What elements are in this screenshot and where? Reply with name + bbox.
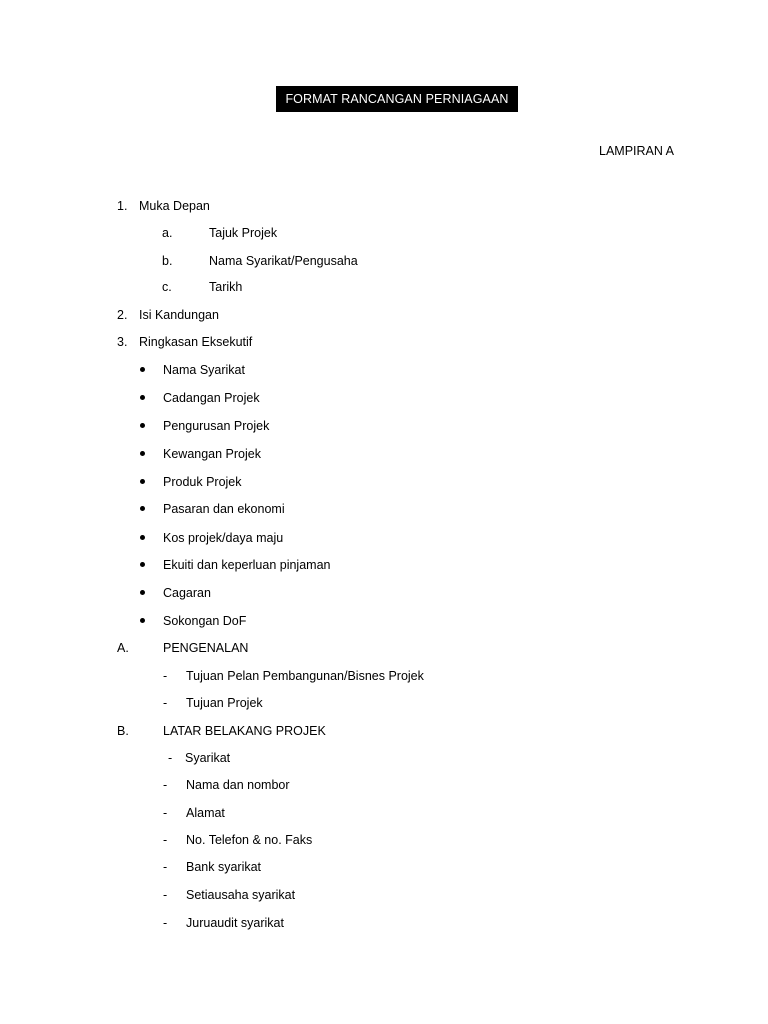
summary-item-pengurusan-projek: Pengurusan Projek bbox=[163, 419, 270, 433]
background-item-bank: Bank syarikat bbox=[186, 860, 262, 874]
section-1-item-a-marker: a. bbox=[162, 226, 173, 240]
bullet-icon bbox=[140, 479, 145, 484]
background-item-nama-nombor: Nama dan nombor bbox=[186, 778, 290, 792]
section-a-heading: PENGENALAN bbox=[163, 641, 249, 655]
intro-item-tujuan-projek: Tujuan Projek bbox=[186, 696, 263, 710]
bullet-icon bbox=[140, 367, 145, 372]
summary-item-cagaran: Cagaran bbox=[163, 586, 211, 600]
section-2-number: 2. bbox=[117, 308, 128, 322]
summary-item-sokongan-dof: Sokongan DoF bbox=[163, 614, 247, 628]
bullet-icon bbox=[140, 618, 145, 623]
section-a-letter: A. bbox=[117, 641, 129, 655]
bullet-icon bbox=[140, 423, 145, 428]
section-1-item-b-marker: b. bbox=[162, 254, 173, 268]
bullet-icon bbox=[140, 451, 145, 456]
section-1-item-b-text: Nama Syarikat/Pengusaha bbox=[209, 254, 358, 268]
section-3-label: Ringkasan Eksekutif bbox=[139, 335, 253, 349]
summary-item-produk-projek: Produk Projek bbox=[163, 475, 242, 489]
summary-item-ekuiti-pinjaman: Ekuiti dan keperluan pinjaman bbox=[163, 558, 331, 572]
summary-item-pasaran-ekonomi: Pasaran dan ekonomi bbox=[163, 502, 285, 516]
section-1-item-c-marker: c. bbox=[162, 280, 172, 294]
dash-marker: - bbox=[163, 888, 168, 902]
bullet-icon bbox=[140, 590, 145, 595]
bullet-icon bbox=[140, 535, 145, 540]
summary-item-cadangan-projek: Cadangan Projek bbox=[163, 391, 260, 405]
background-item-setiausaha: Setiausaha syarikat bbox=[186, 888, 296, 902]
bullet-icon bbox=[140, 506, 145, 511]
section-2-label: Isi Kandungan bbox=[139, 308, 219, 322]
section-1-label: Muka Depan bbox=[139, 199, 210, 213]
summary-item-kewangan-projek: Kewangan Projek bbox=[163, 447, 261, 461]
appendix-label: LAMPIRAN A bbox=[599, 144, 675, 158]
dash-marker: - bbox=[163, 860, 168, 874]
section-1-item-c-text: Tarikh bbox=[209, 280, 243, 294]
dash-marker: - bbox=[163, 833, 168, 847]
document-title: FORMAT RANCANGAN PERNIAGAAN bbox=[276, 86, 518, 112]
dash-marker: - bbox=[163, 669, 168, 683]
background-item-juruaudit: Juruaudit syarikat bbox=[186, 916, 284, 930]
section-3-number: 3. bbox=[117, 335, 128, 349]
summary-item-nama-syarikat: Nama Syarikat bbox=[163, 363, 245, 377]
dash-marker: - bbox=[163, 778, 168, 792]
background-item-alamat: Alamat bbox=[186, 806, 225, 820]
dash-marker: - bbox=[163, 806, 168, 820]
background-item-syarikat: Syarikat bbox=[185, 751, 231, 765]
dash-marker: - bbox=[163, 696, 168, 710]
section-1-item-a-text: Tajuk Projek bbox=[209, 226, 278, 240]
section-b-heading: LATAR BELAKANG PROJEK bbox=[163, 724, 326, 738]
section-1-number: 1. bbox=[117, 199, 128, 213]
section-b-letter: B. bbox=[117, 724, 129, 738]
intro-item-tujuan-pelan: Tujuan Pelan Pembangunan/Bisnes Projek bbox=[186, 669, 424, 683]
dash-marker: - bbox=[168, 751, 173, 765]
background-item-telefon-faks: No. Telefon & no. Faks bbox=[186, 833, 313, 847]
bullet-icon bbox=[140, 395, 145, 400]
summary-item-kos-projek: Kos projek/daya maju bbox=[163, 531, 284, 545]
dash-marker: - bbox=[163, 916, 168, 930]
bullet-icon bbox=[140, 562, 145, 567]
